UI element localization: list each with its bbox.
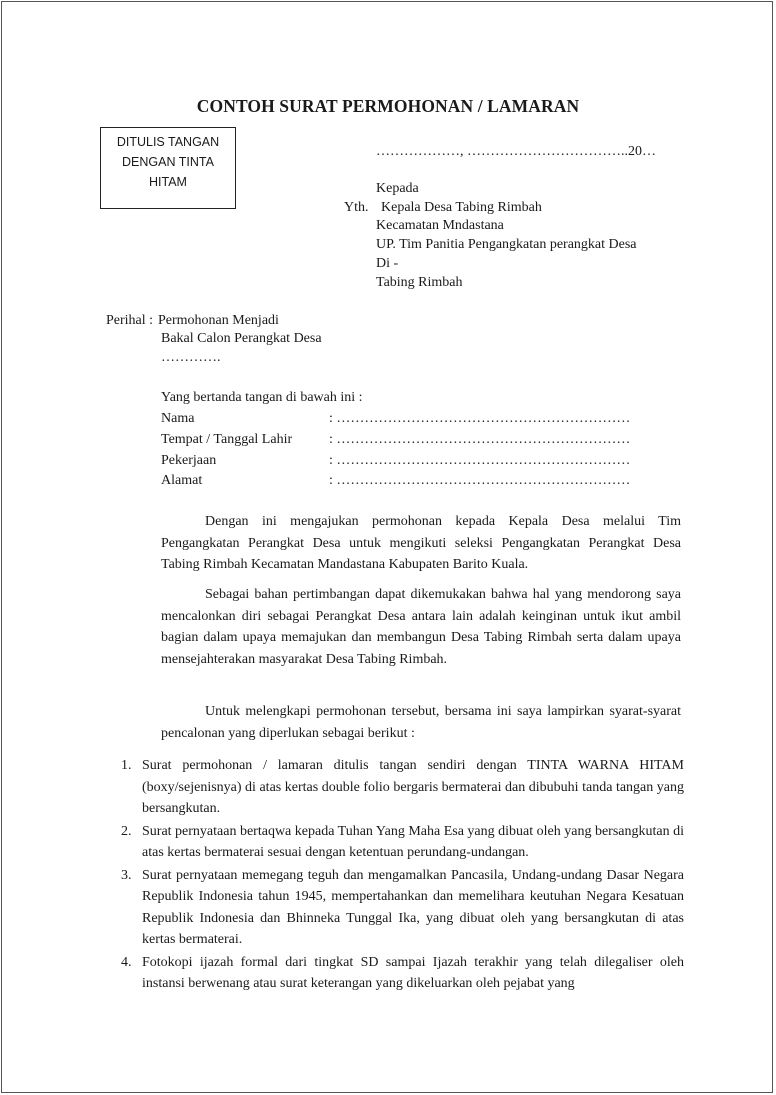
paragraph-1-text: Dengan ini mengajukan permohonan kepada Kepala Desa melalui Tim Pengangkatan Perangkat Desa untuk mengikuti seleksi Pengangkatan Perangkat Desa Tabing Rimbah Kecamatan Mandastana Kabupaten Barito Kuala. [161,514,681,572]
note-line: DITULIS TANGAN [116,135,220,149]
list-text: Fotokopi ijazah formal dari tingkat SD sampai Ijazah terakhir yang telah dilegaliser oleh instansi berwenang atau surat keterangan yang dikeluarkan oleh pejabat yang [142,954,684,991]
field-dots-nama: : ……………………………………………………… [329,411,631,426]
handwritten-note-box [100,127,236,209]
list-item [112,755,684,820]
list-number: 4. [121,954,132,970]
recipient-location: Tabing Rimbah [376,275,463,290]
paragraph-3-text: Untuk melengkapi permohonan tersebut, bersama ini saya lampirkan syarat-syarat pencalonan yang diperlukan sebagai berikut : [161,704,681,741]
list-text: Surat pernyataan bertaqwa kepada Tuhan Yang Maha Esa yang dibuat oleh yang bersangkutan di atas kertas bermaterai sesuai dengan ketentuan perundang-undangan. [142,823,684,860]
perihal-line-3: …………. [161,350,221,365]
paragraph-2 [161,584,681,670]
recipient-name: Kepala Desa Tabing Rimbah [381,200,542,215]
perihal-line-2: Bakal Calon Perangkat Desa [161,331,322,346]
list-number: 1. [121,758,132,773]
requirements-list [112,755,684,996]
date-line: ………………, ……………………………..20… [376,144,656,159]
list-item [112,952,684,995]
perihal-label: Perihal : [106,313,154,328]
list-text: Surat permohonan / lamaran ditulis tangan sendiri dengan TINTA WARNA HITAM (boxy/sejenisnya) di atas kertas double folio bergaris bermaterai dan dibubuhi tanda tangan yang bersangkutan. [142,758,684,816]
field-label-pekerjaan: Pekerjaan [161,453,217,468]
intro-text: Yang bertanda tangan di bawah ini : [161,390,363,405]
recipient-attention: UP. Tim Panitia Pengangkatan perangkat Desa [376,237,637,252]
field-dots-alamat: : ……………………………………………………… [329,473,631,488]
paragraph-2-text: Sebagai bahan pertimbangan dapat dikemukakan bahwa hal yang mendorong saya mencalonkan diri sebagai Perangkat Desa antara lain adalah keinginan untuk ikut ambil bagian dalam upaya memajukan dan membangun Desa Tabing Rimbah serta dalam upaya mensejahterakan masyarakat Desa Tabing Rimbah. [161,587,681,667]
recipient-di: Di - [376,256,399,271]
field-dots-pekerjaan: : ……………………………………………………… [329,453,631,468]
yth-label: Yth. [344,200,369,215]
perihal-line-1: Permohonan Menjadi [158,313,279,328]
list-item [112,821,684,864]
field-dots-ttl: : ……………………………………………………… [329,432,631,447]
recipient-district: Kecamatan Mndastana [376,218,504,233]
list-item [112,865,684,951]
list-number: 2. [121,823,132,839]
note-line: HITAM [149,175,187,189]
list-text: Surat pernyataan memegang teguh dan mengamalkan Pancasila, Undang-undang Dasar Negara Republik Indonesia tahun 1945, mempertahankan dan memelihara keutuhan Negara Kesatuan Republik Indonesia dan Bhinneka Tunggal Ika, yang dibuat oleh yang bersangkutan di atas kertas bermaterai. [142,867,684,947]
kepada-label: Kepada [376,181,419,196]
paragraph-1 [161,511,681,576]
note-line: DENGAN TINTA [122,155,214,169]
field-label-nama: Nama [161,411,195,426]
document-title: CONTOH SURAT PERMOHONAN / LAMARAN [196,96,580,116]
paragraph-3 [161,701,681,744]
field-label-alamat: Alamat [161,473,203,488]
list-number: 3. [121,867,132,883]
field-label-ttl: Tempat / Tanggal Lahir [161,432,293,447]
